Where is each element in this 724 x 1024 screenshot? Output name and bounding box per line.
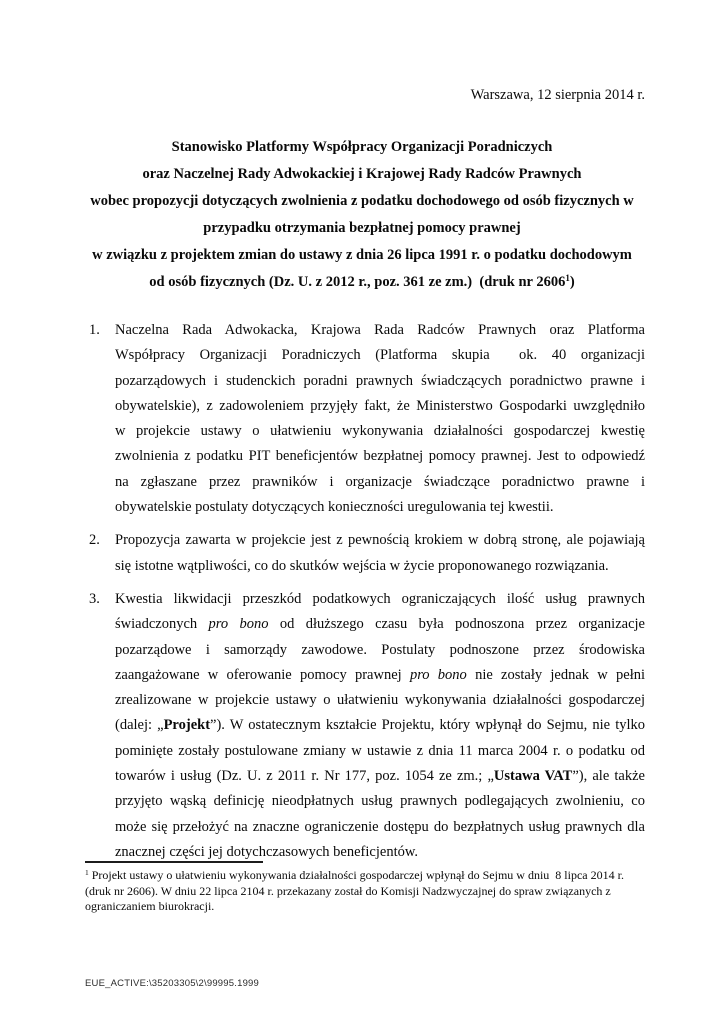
paragraph-number: 1.: [89, 322, 100, 338]
footnote-block: [85, 861, 645, 915]
paragraph-item: [85, 318, 645, 520]
text-line: przyjęto wąską definicję nieodpłatnych usług prawnych podlegających zwolnieniu, co: [115, 793, 645, 810]
text-line: zaangażowane w oferowanie pomocy prawnej pro bono nie zostały jednak w pełni: [115, 666, 646, 683]
text-line: na zgłaszane przez prawników i organizacje świadczące poradnictwo prawne i: [115, 473, 645, 490]
text-line: Współpracy Organizacji Poradniczych (Platforma skupia ok. 40 organizacji: [115, 347, 645, 364]
text-line: Kwestia likwidacji przeszkód podatkowych ograniczających ilość usług prawnych: [115, 590, 645, 607]
text-line: przypadku otrzymania bezpłatnej pomocy prawnej: [203, 220, 521, 236]
footnote-text: Projekt ustawy o ułatwieniu wykonywania działalności gospodarczej wpłynął do Sejmu w dniu 8 lipca 2014 r. (druk nr 2606). W dniu 22 lipca 2104 r. przekazany został do Komisji Nadzwyczajnej do spraw związanych z ograniczaniem biurokracji.: [85, 868, 624, 913]
text-line: pozarządowe i samorządy zawodowe. Postulaty podnoszone przez środowiska: [115, 641, 645, 658]
text-line: Stanowisko Platformy Współpracy Organizacji Poradniczych: [171, 139, 553, 155]
paragraph-number: 2.: [89, 532, 100, 549]
text-line: towarów i usług (Dz. U. z 2011 r. Nr 177, poz. 1054 ze zm.; „Ustawa VAT”), ale także: [115, 768, 645, 785]
text-line: obywatelskie), z zadowoleniem przyjęły fakt, że Ministerstwo Gospodarki uwzględniło: [115, 397, 645, 414]
paragraph-text: [115, 318, 645, 520]
text-line: w projekcie ustawy o ułatwieniu wykonywania działalności gospodarczej kwestię: [115, 423, 645, 440]
text-line: (dalej: „Projekt”). W ostatecznym kształcie Projektu, który wpłynął do Sejmu, nie tylko: [115, 717, 645, 734]
text-line: może się przełożyć na znaczne ograniczenie dostępu do bezpłatnych usług prawnych dla: [115, 818, 645, 835]
text-line: oraz Naczelnej Rady Adwokackiej i Krajowej Rady Radców Prawnych: [142, 166, 582, 182]
text-line: Propozycja zawarta w projekcie jest z pewnością krokiem w dobrą stronę, ale pojawiają: [115, 532, 645, 549]
text-line: pominięte zostały postulowane zmiany w ustawie z dnia 11 marca 2004 r. o podatku od: [115, 742, 645, 759]
text-line: od osób fizycznych (Dz. U. z 2012 r., poz. 361 ze zm.) (druk nr 2606$^1$): [149, 273, 575, 290]
footer-reference: EUE_ACTIVE:\35203305\2\99995.1999: [85, 978, 260, 989]
paragraph-text: [115, 528, 645, 579]
document-title: [79, 134, 645, 296]
text-line: się istotne wątpliwości, co do skutków wejścia w życie proponowanego rozwiązania.: [115, 557, 609, 574]
paragraph-item: [85, 587, 645, 865]
text-line: zwolnienia z podatku PIT beneficjentów bezpłatnej pomocy prawnej. Jest to odpowiedź: [115, 448, 645, 465]
paragraph-text: [115, 587, 645, 865]
text-line: Naczelna Rada Adwokacka, Krajowa Rada Radców Prawnych oraz Platforma: [115, 322, 645, 338]
text-line: znacznej części jej dotychczasowych beneficjentów.: [115, 843, 418, 860]
text-line: w związku z projektem zmian do ustawy z dnia 26 lipca 1991 r. o podatku dochodowym: [92, 247, 632, 263]
text-line: obywatelskie postulaty dotyczących konieczności uregulowania tej kwestii.: [115, 499, 554, 516]
footnote-marker: 1: [85, 867, 89, 877]
text-line: pozarządowych i studenckich poradni prawnych świadczących poradnictwo prawne i: [115, 372, 645, 389]
footnote-separator: [85, 861, 263, 863]
date-line: Warszawa, 12 sierpnia 2014 r.: [470, 87, 645, 103]
paragraph-item: [85, 528, 645, 579]
paragraph-list: [85, 318, 645, 865]
text-line: wobec propozycji dotyczących zwolnienia z podatku dochodowego od osób fizycznych w: [90, 193, 634, 209]
footnote: [85, 868, 645, 915]
text-line: zrealizowane w projekcie ustawy o ułatwieniu wykonywania działalności gospodarczej: [115, 692, 645, 709]
text-line: świadczonych pro bono od dłuższego czasu była podnoszona przez organizacje: [115, 616, 645, 633]
paragraph-number: 3.: [89, 590, 100, 607]
